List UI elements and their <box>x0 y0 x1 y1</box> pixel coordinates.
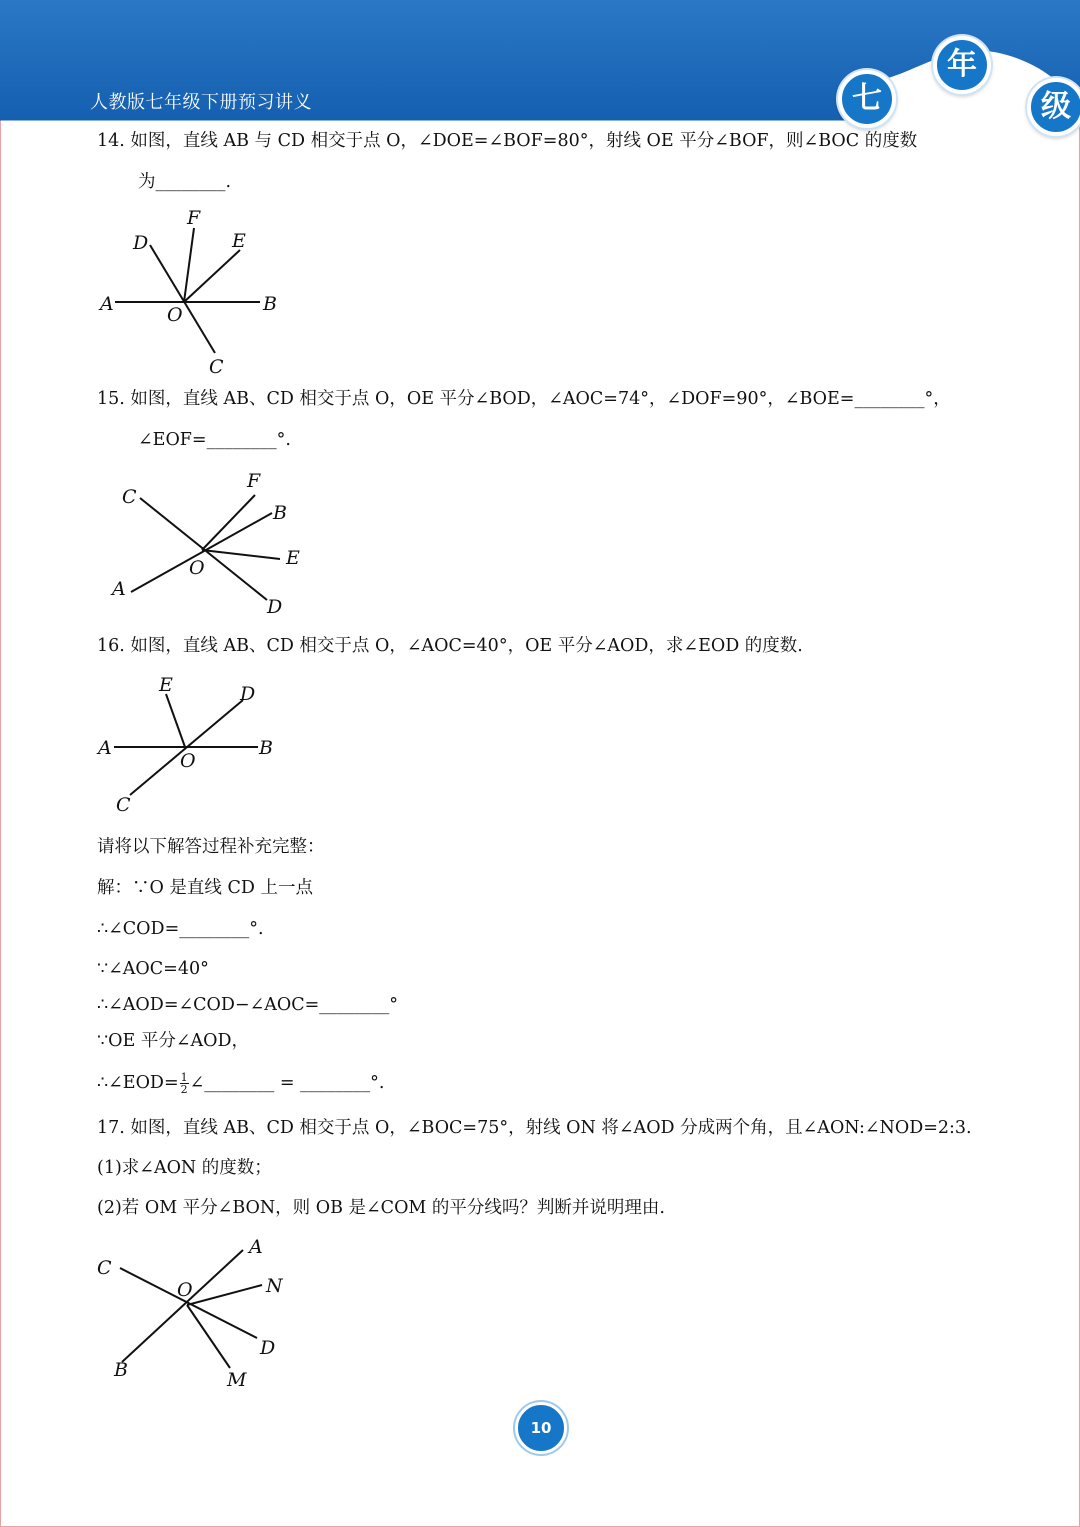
q17-label-d: D <box>260 1337 276 1359</box>
line-cd <box>150 245 215 353</box>
q16-figure <box>90 670 290 820</box>
q16-label-b: B <box>259 737 273 759</box>
q14-label-e: E <box>232 230 246 252</box>
ray-of <box>202 495 255 550</box>
q16-step-2: ∴∠COD=________°. <box>97 919 264 939</box>
q14-label-f: F <box>187 207 201 229</box>
q15-label-a: A <box>112 578 126 600</box>
q17-part-1: (1)求∠AON 的度数； <box>97 1158 272 1178</box>
q14-label-a: A <box>100 293 114 315</box>
q16-label-d: D <box>240 683 256 705</box>
q15-label-f: F <box>247 470 261 492</box>
grade-badge-qi: 七 <box>838 70 896 128</box>
q14-label-c: C <box>209 356 224 378</box>
q16-label-a: A <box>98 737 112 759</box>
q16-step-3: ∵∠AOC=40° <box>97 959 209 979</box>
q17-label-o: O <box>177 1279 193 1301</box>
q16-step-4: ∴∠AOD=∠COD−∠AOC=________° <box>97 995 399 1015</box>
q16-step-5: ∵OE 平分∠AOD， <box>97 1031 249 1051</box>
q16-label-o: O <box>180 750 196 772</box>
q17-label-a: A <box>249 1236 263 1258</box>
page-header <box>0 0 1080 122</box>
q14-text: 14. 如图，直线 AB 与 CD 相交于点 O，∠DOE=∠BOF=80°，射线 OE 平分∠BOF，则∠BOC 的度数 <box>97 131 918 151</box>
q16-step-6-suffix: ∠________ = ________°. <box>189 1073 385 1093</box>
line-ab <box>131 513 272 592</box>
ray-of <box>184 228 194 302</box>
q17-label-c: C <box>97 1257 112 1279</box>
q15-label-b: B <box>273 502 287 524</box>
q15-text: 15. 如图，直线 AB、CD 相交于点 O，OE 平分∠BOD，∠AOC=74°，∠DOF=90°，∠BOE=________°， <box>97 389 951 409</box>
ray-on <box>187 1285 262 1305</box>
ray-om <box>187 1305 230 1368</box>
q14-label-o: O <box>167 304 183 326</box>
q15-label-c: C <box>122 486 137 508</box>
ray-oe <box>166 694 185 747</box>
fraction-denominator: 2 <box>180 1083 188 1096</box>
q16-label-c: C <box>116 794 131 816</box>
q16-step-6 <box>97 1072 384 1095</box>
q15-figure <box>100 470 320 620</box>
q14-answer-line: 为________. <box>138 172 232 192</box>
q16-step-6-prefix: ∴∠EOD= <box>97 1073 179 1093</box>
q14-figure <box>90 205 290 380</box>
q15-label-o: O <box>189 557 205 579</box>
q17-part-2: (2)若 OM 平分∠BON，则 OB 是∠COM 的平分线吗？判断并说明理由. <box>97 1198 665 1218</box>
fraction-numerator: 1 <box>180 1071 188 1084</box>
q15-label-e: E <box>286 547 300 569</box>
q17-label-m: M <box>227 1369 247 1391</box>
grade-badge-nian: 年 <box>933 36 991 94</box>
page-number: 10 <box>515 1402 567 1454</box>
q16-step-1: 解：∵O 是直线 CD 上一点 <box>97 878 313 898</box>
half-fraction <box>180 1072 189 1095</box>
q16-label-e: E <box>159 674 173 696</box>
line-ab <box>122 1250 243 1362</box>
q17-label-b: B <box>114 1359 128 1381</box>
q16-text: 16. 如图，直线 AB、CD 相交于点 O，∠AOC=40°，OE 平分∠AOD，求∠EOD 的度数. <box>97 636 803 656</box>
ray-oe <box>184 250 240 302</box>
header-title: 人教版七年级下册预习讲义 <box>90 92 312 113</box>
q17-label-n: N <box>266 1275 283 1297</box>
q17-figure <box>90 1230 310 1395</box>
q14-label-d: D <box>133 232 149 254</box>
q14-label-b: B <box>263 293 277 315</box>
q17-text: 17. 如图，直线 AB、CD 相交于点 O，∠BOC=75°，射线 ON 将∠AOD 分成两个角，且∠AON:∠NOD=2:3. <box>97 1118 972 1138</box>
grade-badge-ji: 级 <box>1027 78 1080 136</box>
q15-label-d: D <box>267 596 283 618</box>
q15-answer-line: ∠EOF=________°. <box>138 430 291 450</box>
q16-intro: 请将以下解答过程补充完整： <box>97 837 325 857</box>
